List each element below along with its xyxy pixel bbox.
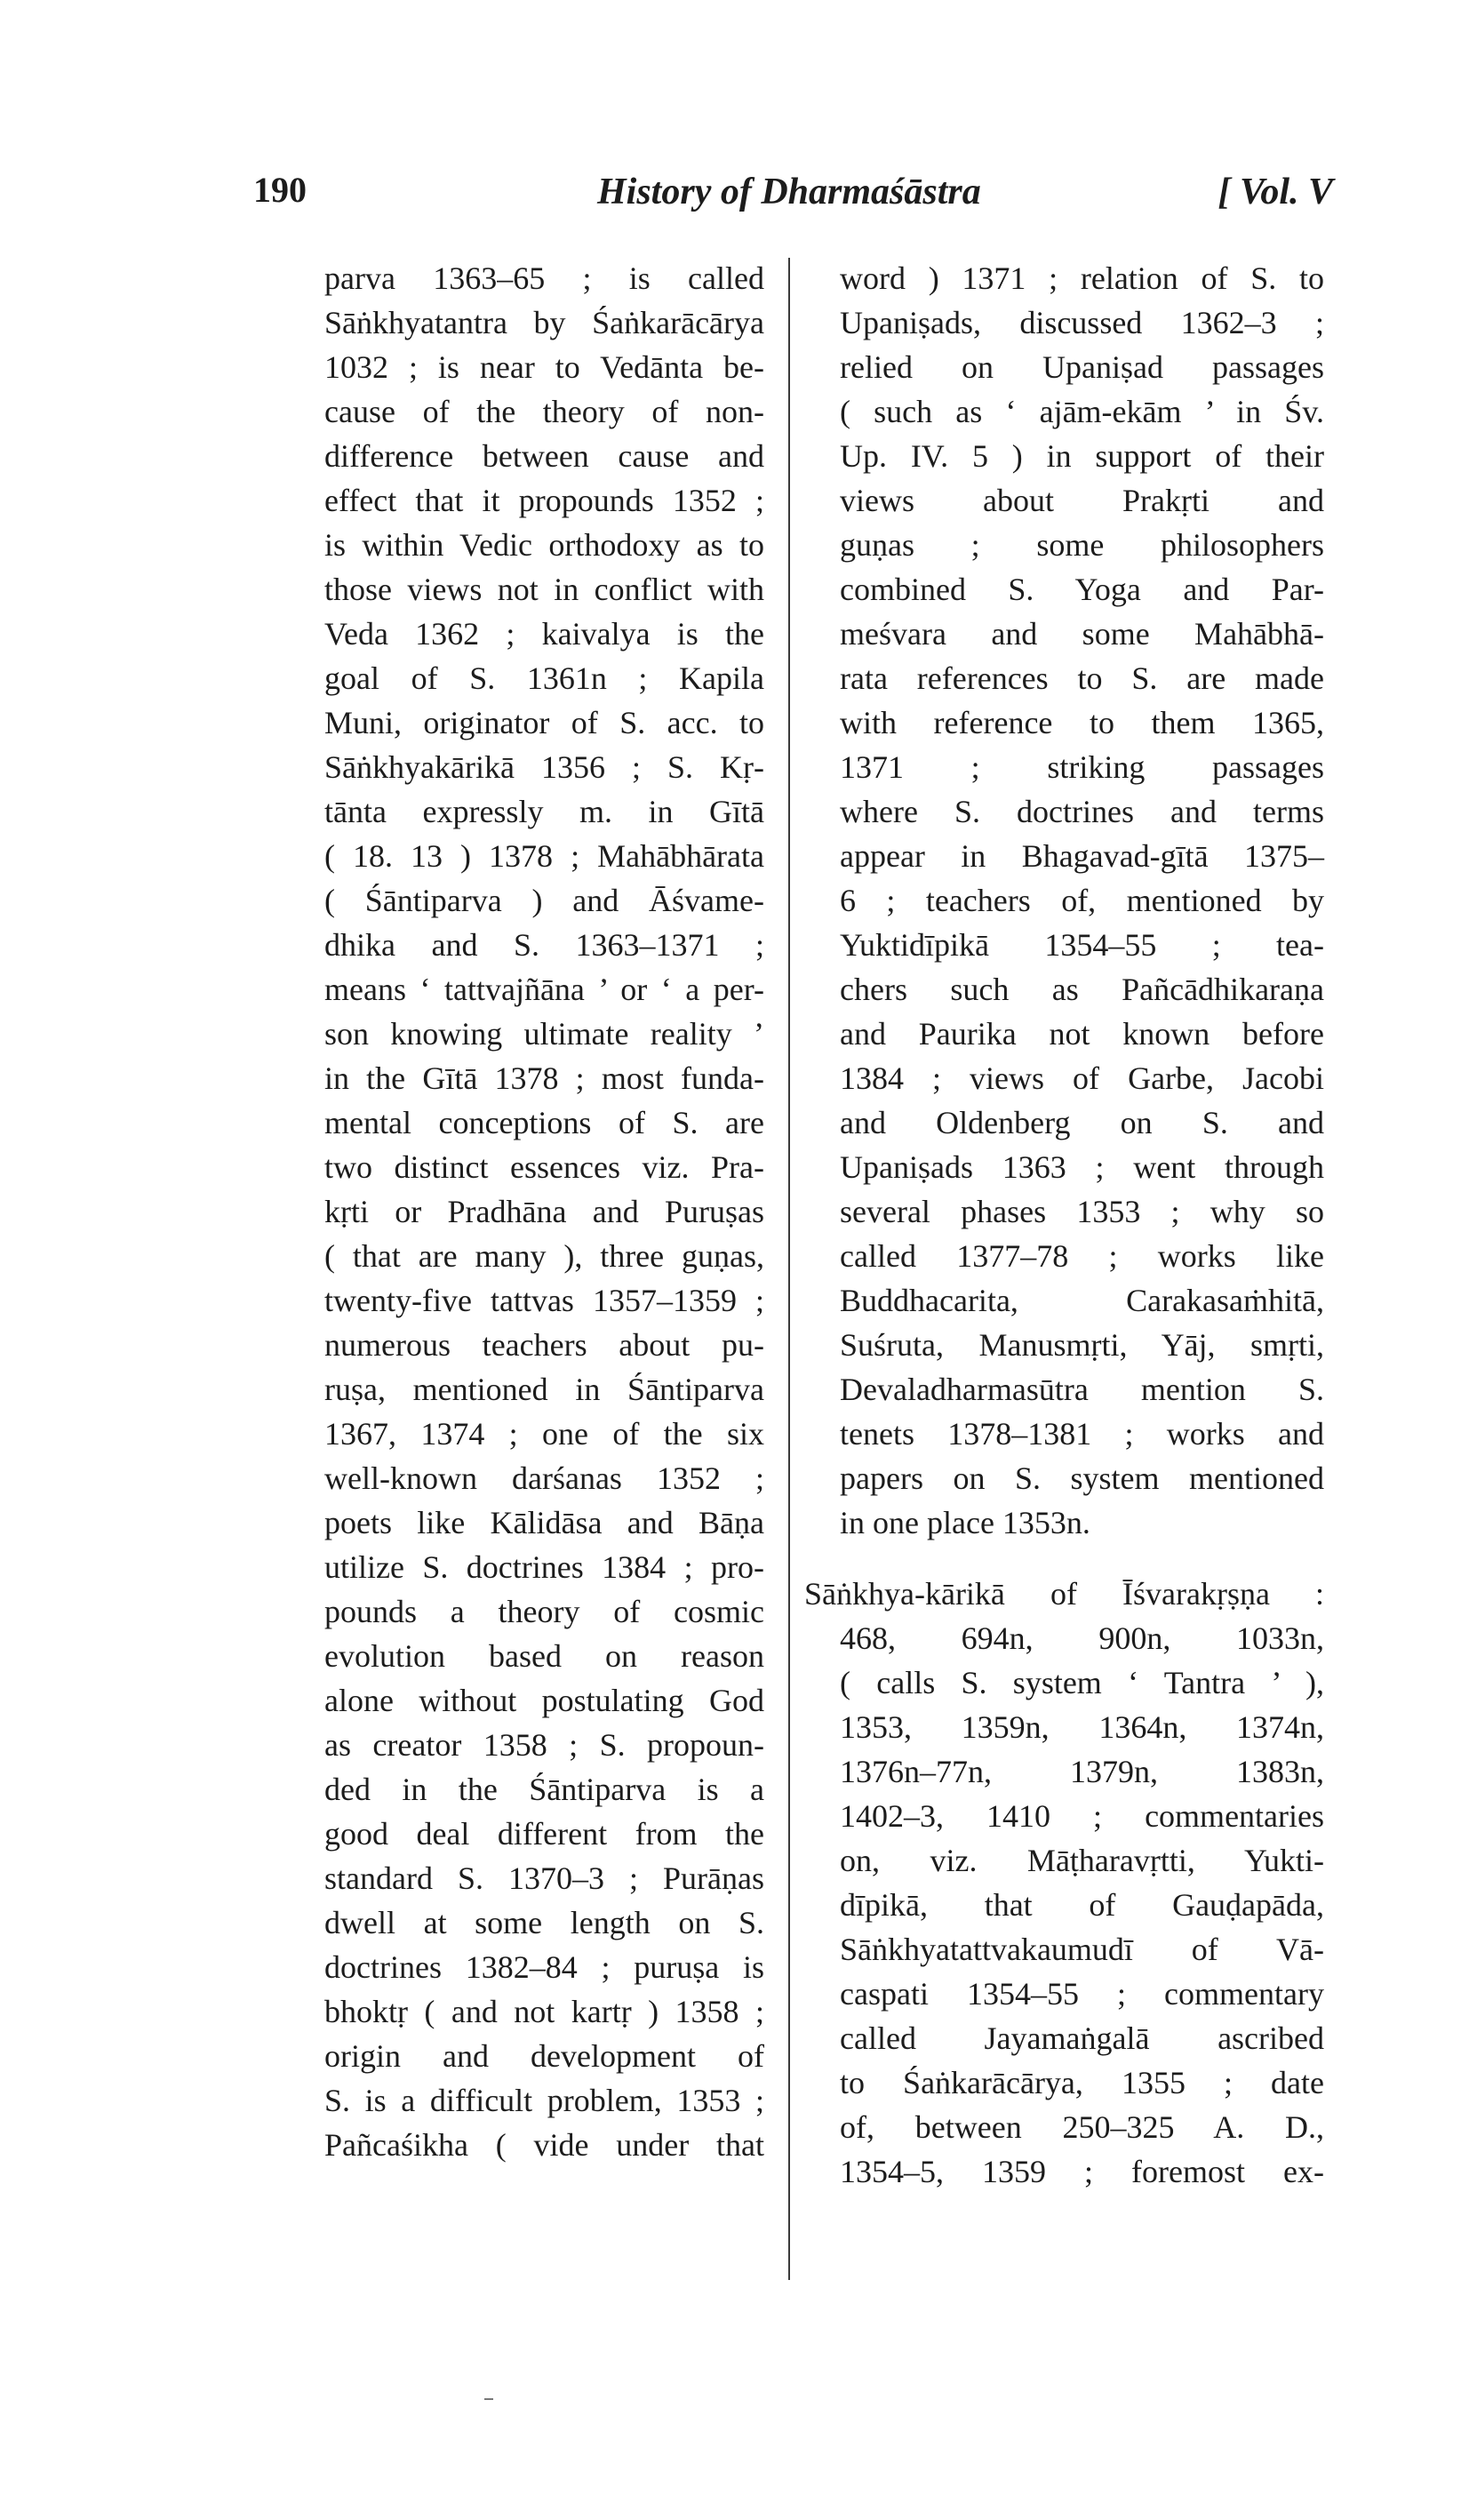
text-line: 1353, 1359n, 1364n, 1374n, [840, 1709, 1324, 1745]
text-line: several phases 1353 ; why so [840, 1194, 1324, 1229]
text-line: called 1377–78 ; works like [840, 1238, 1324, 1274]
text-line: Pañcaśikha ( vide under that [324, 2127, 764, 2163]
text-line: views about Prakṛti and [840, 483, 1324, 518]
text-line: tānta expressly m. in Gītā [324, 794, 764, 829]
text-line: goal of S. 1361n ; Kapila [324, 660, 764, 696]
text-line: in one place 1353n. [840, 1505, 1090, 1540]
text-line: dīpikā, that of Gauḍapāda, [840, 1887, 1324, 1923]
text-line: kṛti or Pradhāna and Puruṣas [324, 1194, 764, 1229]
page-number: 190 [253, 170, 307, 210]
text-line: ( 18. 13 ) 1378 ; Mahābhārata [324, 838, 764, 874]
text-line: called Jayamaṅgalā ascribed [840, 2020, 1324, 2056]
text-line: origin and development of [324, 2038, 764, 2074]
text-line: bhoktṛ ( and not kartṛ ) 1358 ; [324, 1994, 764, 2029]
text-line: in the Gītā 1378 ; most funda- [324, 1060, 764, 1096]
text-line: difference between cause and [324, 438, 764, 474]
text-line: 1376n–77n, 1379n, 1383n, [840, 1754, 1324, 1789]
text-line: Sāṅkhyatantra by Śaṅkarācārya [324, 305, 764, 340]
text-line: ( such as ‘ ajām-ekām ’ in Śv. [840, 394, 1324, 429]
text-line: effect that it propounds 1352 ; [324, 483, 764, 518]
text-line: standard S. 1370–3 ; Purāṇas [324, 1860, 764, 1896]
entry-body [804, 1616, 1324, 2194]
text-line: twenty-five tattvas 1357–1359 ; [324, 1283, 764, 1318]
text-line: as creator 1358 ; S. propoun- [324, 1727, 764, 1763]
text-line: dwell at some length on S. [324, 1905, 764, 1940]
text-line: Up. IV. 5 ) in support of their [840, 438, 1324, 474]
text-line: and Paurika not known before [840, 1016, 1324, 1052]
text-line: Upaniṣads, discussed 1362–3 ; [840, 305, 1324, 340]
text-line: ( that are many ), three guṇas, [324, 1238, 764, 1274]
text-line: rata references to S. are made [840, 660, 1324, 696]
text-line: those views not in conflict with [324, 572, 764, 607]
text-line: good deal different from the [324, 1816, 764, 1852]
right-column [804, 256, 1324, 2194]
text-line: 1402–3, 1410 ; commentaries [840, 1798, 1324, 1834]
text-line: Sāṅkhyatattvakaumudī of Vā- [840, 1932, 1324, 1967]
text-line: ded in the Śāntiparva is a [324, 1772, 764, 1807]
text-line: 1354–5, 1359 ; foremost ex- [840, 2154, 1324, 2189]
text-line: caspati 1354–55 ; commentary [840, 1976, 1324, 2012]
text-line: papers on S. system mentioned [840, 1460, 1324, 1496]
running-head [253, 169, 1333, 222]
text-line: ( Śāntiparva ) and Āśvame- [324, 883, 764, 918]
text-line: Upaniṣads 1363 ; went through [840, 1149, 1324, 1185]
text-line: Suśruta, Manusmṛti, Yāj, smṛti, [840, 1327, 1324, 1363]
text-line: word ) 1371 ; relation of S. to [840, 260, 1324, 296]
text-line: 6 ; teachers of, mentioned by [840, 883, 1324, 918]
text-line: Buddhacarita, Carakasaṁhitā, [840, 1283, 1324, 1318]
text-line: S. is a difficult problem, 1353 ; [324, 2083, 764, 2118]
text-line: and Oldenberg on S. and [840, 1105, 1324, 1140]
entry-heading-line: Sāṅkhya-kārikā of Īśvarakṛṣṇa : [804, 1576, 1324, 1612]
text-line: appear in Bhagavad-gītā 1375– [840, 838, 1324, 874]
text-line: Veda 1362 ; kaivalya is the [324, 616, 764, 652]
text-line: where S. doctrines and terms [840, 794, 1324, 829]
text-line: meśvara and some Mahābhā- [840, 616, 1324, 652]
text-line: 1032 ; is near to Vedānta be- [324, 349, 764, 385]
text-line: means ‘ tattvajñāna ’ or ‘ a per- [324, 972, 764, 1007]
text-line: doctrines 1382–84 ; puruṣa is [324, 1949, 764, 1985]
text-line: Devaladharmasūtra mention S. [840, 1372, 1324, 1407]
text-line: ( calls S. system ‘ Tantra ’ ), [840, 1665, 1324, 1700]
text-line: cause of the theory of non- [324, 394, 764, 429]
text-line: pounds a theory of cosmic [324, 1594, 764, 1629]
volume-label: [ Vol. V [1218, 172, 1333, 212]
text-line: parva 1363–65 ; is called [324, 260, 764, 296]
text-line: Yuktidīpikā 1354–55 ; tea- [840, 927, 1324, 963]
text-line: guṇas ; some philosophers [840, 527, 1324, 563]
index-entry-sankhya-karika [804, 1572, 1324, 2194]
text-line: numerous teachers about pu- [324, 1327, 764, 1363]
text-line: 1384 ; views of Garbe, Jacobi [840, 1060, 1324, 1096]
text-line: ruṣa, mentioned in Śāntiparva [324, 1372, 764, 1407]
column-divider [788, 258, 790, 2280]
text-line: with reference to them 1365, [840, 705, 1324, 740]
index-entry-continued [804, 256, 1324, 1545]
text-line: relied on Upaniṣad passages [840, 349, 1324, 385]
text-line: mental conceptions of S. are [324, 1105, 764, 1140]
text-line: Sāṅkhyakārikā 1356 ; S. Kṛ- [324, 749, 764, 785]
text-line: 1367, 1374 ; one of the six [324, 1416, 764, 1452]
text-line: tenets 1378–1381 ; works and [840, 1416, 1324, 1452]
text-line: two distinct essences viz. Pra- [324, 1149, 764, 1185]
text-line: evolution based on reason [324, 1638, 764, 1674]
entry-gap [804, 1545, 1324, 1572]
text-line: alone without postulating God [324, 1683, 764, 1718]
left-column [324, 256, 764, 2167]
text-line: poets like Kālidāsa and Bāṇa [324, 1505, 764, 1540]
text-line: Muni, originator of S. acc. to [324, 705, 764, 740]
text-line: utilize S. doctrines 1384 ; pro- [324, 1549, 764, 1585]
text-line: is within Vedic orthodoxy as to [324, 527, 764, 563]
text-line: chers such as Pañcādhikaraṇa [840, 972, 1324, 1007]
text-line: well-known darśanas 1352 ; [324, 1460, 764, 1496]
text-line: 1371 ; striking passages [840, 749, 1324, 785]
text-line: 468, 694n, 900n, 1033n, [840, 1620, 1324, 1656]
text-line: son knowing ultimate reality ’ [324, 1016, 764, 1052]
footer-mark [484, 2398, 493, 2400]
running-title: History of Dharmaśāstra [597, 172, 981, 212]
text-line: on, viz. Māṭharavṛtti, Yukti- [840, 1843, 1324, 1878]
text-line: of, between 250–325 A. D., [840, 2109, 1324, 2145]
text-line: dhika and S. 1363–1371 ; [324, 927, 764, 963]
text-line: to Śaṅkarācārya, 1355 ; date [840, 2065, 1324, 2100]
text-line: combined S. Yoga and Par- [840, 572, 1324, 607]
